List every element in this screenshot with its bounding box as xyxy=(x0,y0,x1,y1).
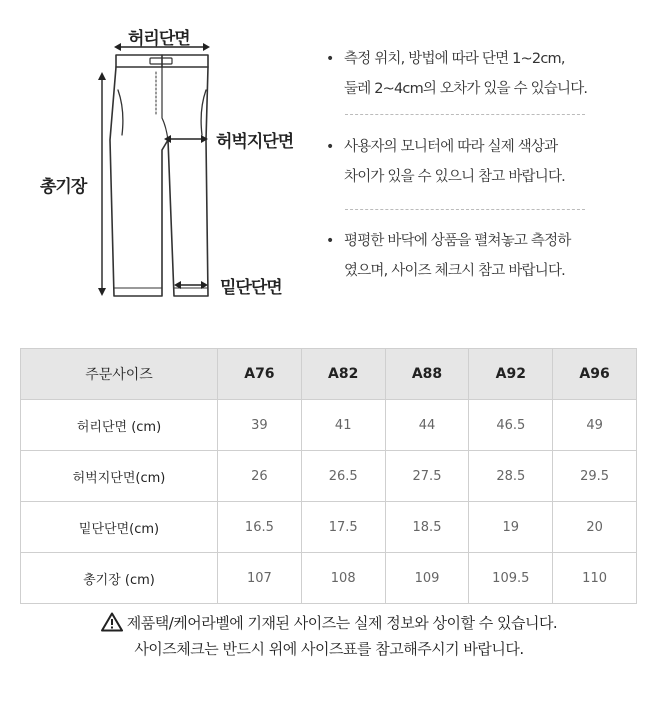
note-2-line-1: 사용자의 모니터에 따라 실제 색상과 xyxy=(344,139,558,155)
warning-text-2: 사이즈체크는 반드시 위에 사이즈표를 참고해주시기 바랍니다. xyxy=(134,640,524,658)
table-row xyxy=(21,553,637,604)
note-2 xyxy=(326,132,565,192)
bullet: • xyxy=(326,139,334,155)
row-label: 총기장 (cm) xyxy=(21,553,218,604)
table-cell: 16.5 xyxy=(218,502,302,553)
table-cell: 109.5 xyxy=(469,553,553,604)
divider xyxy=(345,114,585,115)
header-size-a88: A88 xyxy=(385,349,469,400)
warning-notice xyxy=(0,612,658,660)
header-size-a82: A82 xyxy=(301,349,385,400)
warning-text-1: 제품택/케어라벨에 기재된 사이즈는 실제 정보와 상이할 수 있습니다. xyxy=(126,614,558,632)
table-cell: 28.5 xyxy=(469,451,553,502)
bullet: • xyxy=(326,233,334,249)
thigh-label: 허벅지단면 xyxy=(216,132,294,152)
table-cell: 29.5 xyxy=(553,451,637,502)
waist-label: 허리단면 xyxy=(128,29,190,49)
row-label: 허리단면 (cm) xyxy=(21,400,218,451)
table-cell: 26.5 xyxy=(301,451,385,502)
table-row xyxy=(21,400,637,451)
note-1-line-1: 측정 위치, 방법에 따라 단면 1~2cm, xyxy=(344,51,565,67)
table-cell: 18.5 xyxy=(385,502,469,553)
warning-line-1 xyxy=(0,612,658,638)
note-3 xyxy=(326,226,571,286)
note-2-line-2: 차이가 있을 수 있으니 참고 바랍니다. xyxy=(344,169,565,185)
table-cell: 39 xyxy=(218,400,302,451)
table-cell: 46.5 xyxy=(469,400,553,451)
hem-label: 밑단단면 xyxy=(220,278,282,298)
warning-triangle-icon xyxy=(101,612,123,638)
table-cell: 49 xyxy=(553,400,637,451)
table-cell: 109 xyxy=(385,553,469,604)
total-length-label: 총기장 xyxy=(40,177,87,197)
note-1 xyxy=(326,44,587,104)
note-3-line-1: 평평한 바닥에 상품을 펼쳐놓고 측정하 xyxy=(344,233,571,249)
note-1-line-2: 둘레 2~4cm의 오차가 있을 수 있습니다. xyxy=(344,81,588,97)
row-label: 밑단단면(cm) xyxy=(21,502,218,553)
bullet: • xyxy=(326,51,334,67)
table-cell: 26 xyxy=(218,451,302,502)
table-cell: 44 xyxy=(385,400,469,451)
table-cell: 20 xyxy=(553,502,637,553)
table-row xyxy=(21,502,637,553)
table-cell: 41 xyxy=(301,400,385,451)
note-3-line-2: 였으며, 사이즈 체크시 참고 바랍니다. xyxy=(344,263,565,279)
header-size-a76: A76 xyxy=(218,349,302,400)
table-cell: 17.5 xyxy=(301,502,385,553)
header-order-size: 주문사이즈 xyxy=(21,349,218,400)
table-cell: 107 xyxy=(218,553,302,604)
table-cell: 108 xyxy=(301,553,385,604)
table-header-row xyxy=(21,349,637,400)
header-size-a92: A92 xyxy=(469,349,553,400)
size-table xyxy=(20,348,637,604)
header-size-a96: A96 xyxy=(553,349,637,400)
table-cell: 19 xyxy=(469,502,553,553)
table-cell: 110 xyxy=(553,553,637,604)
divider xyxy=(345,209,585,210)
table-cell: 27.5 xyxy=(385,451,469,502)
row-label: 허벅지단면(cm) xyxy=(21,451,218,502)
table-row xyxy=(21,451,637,502)
